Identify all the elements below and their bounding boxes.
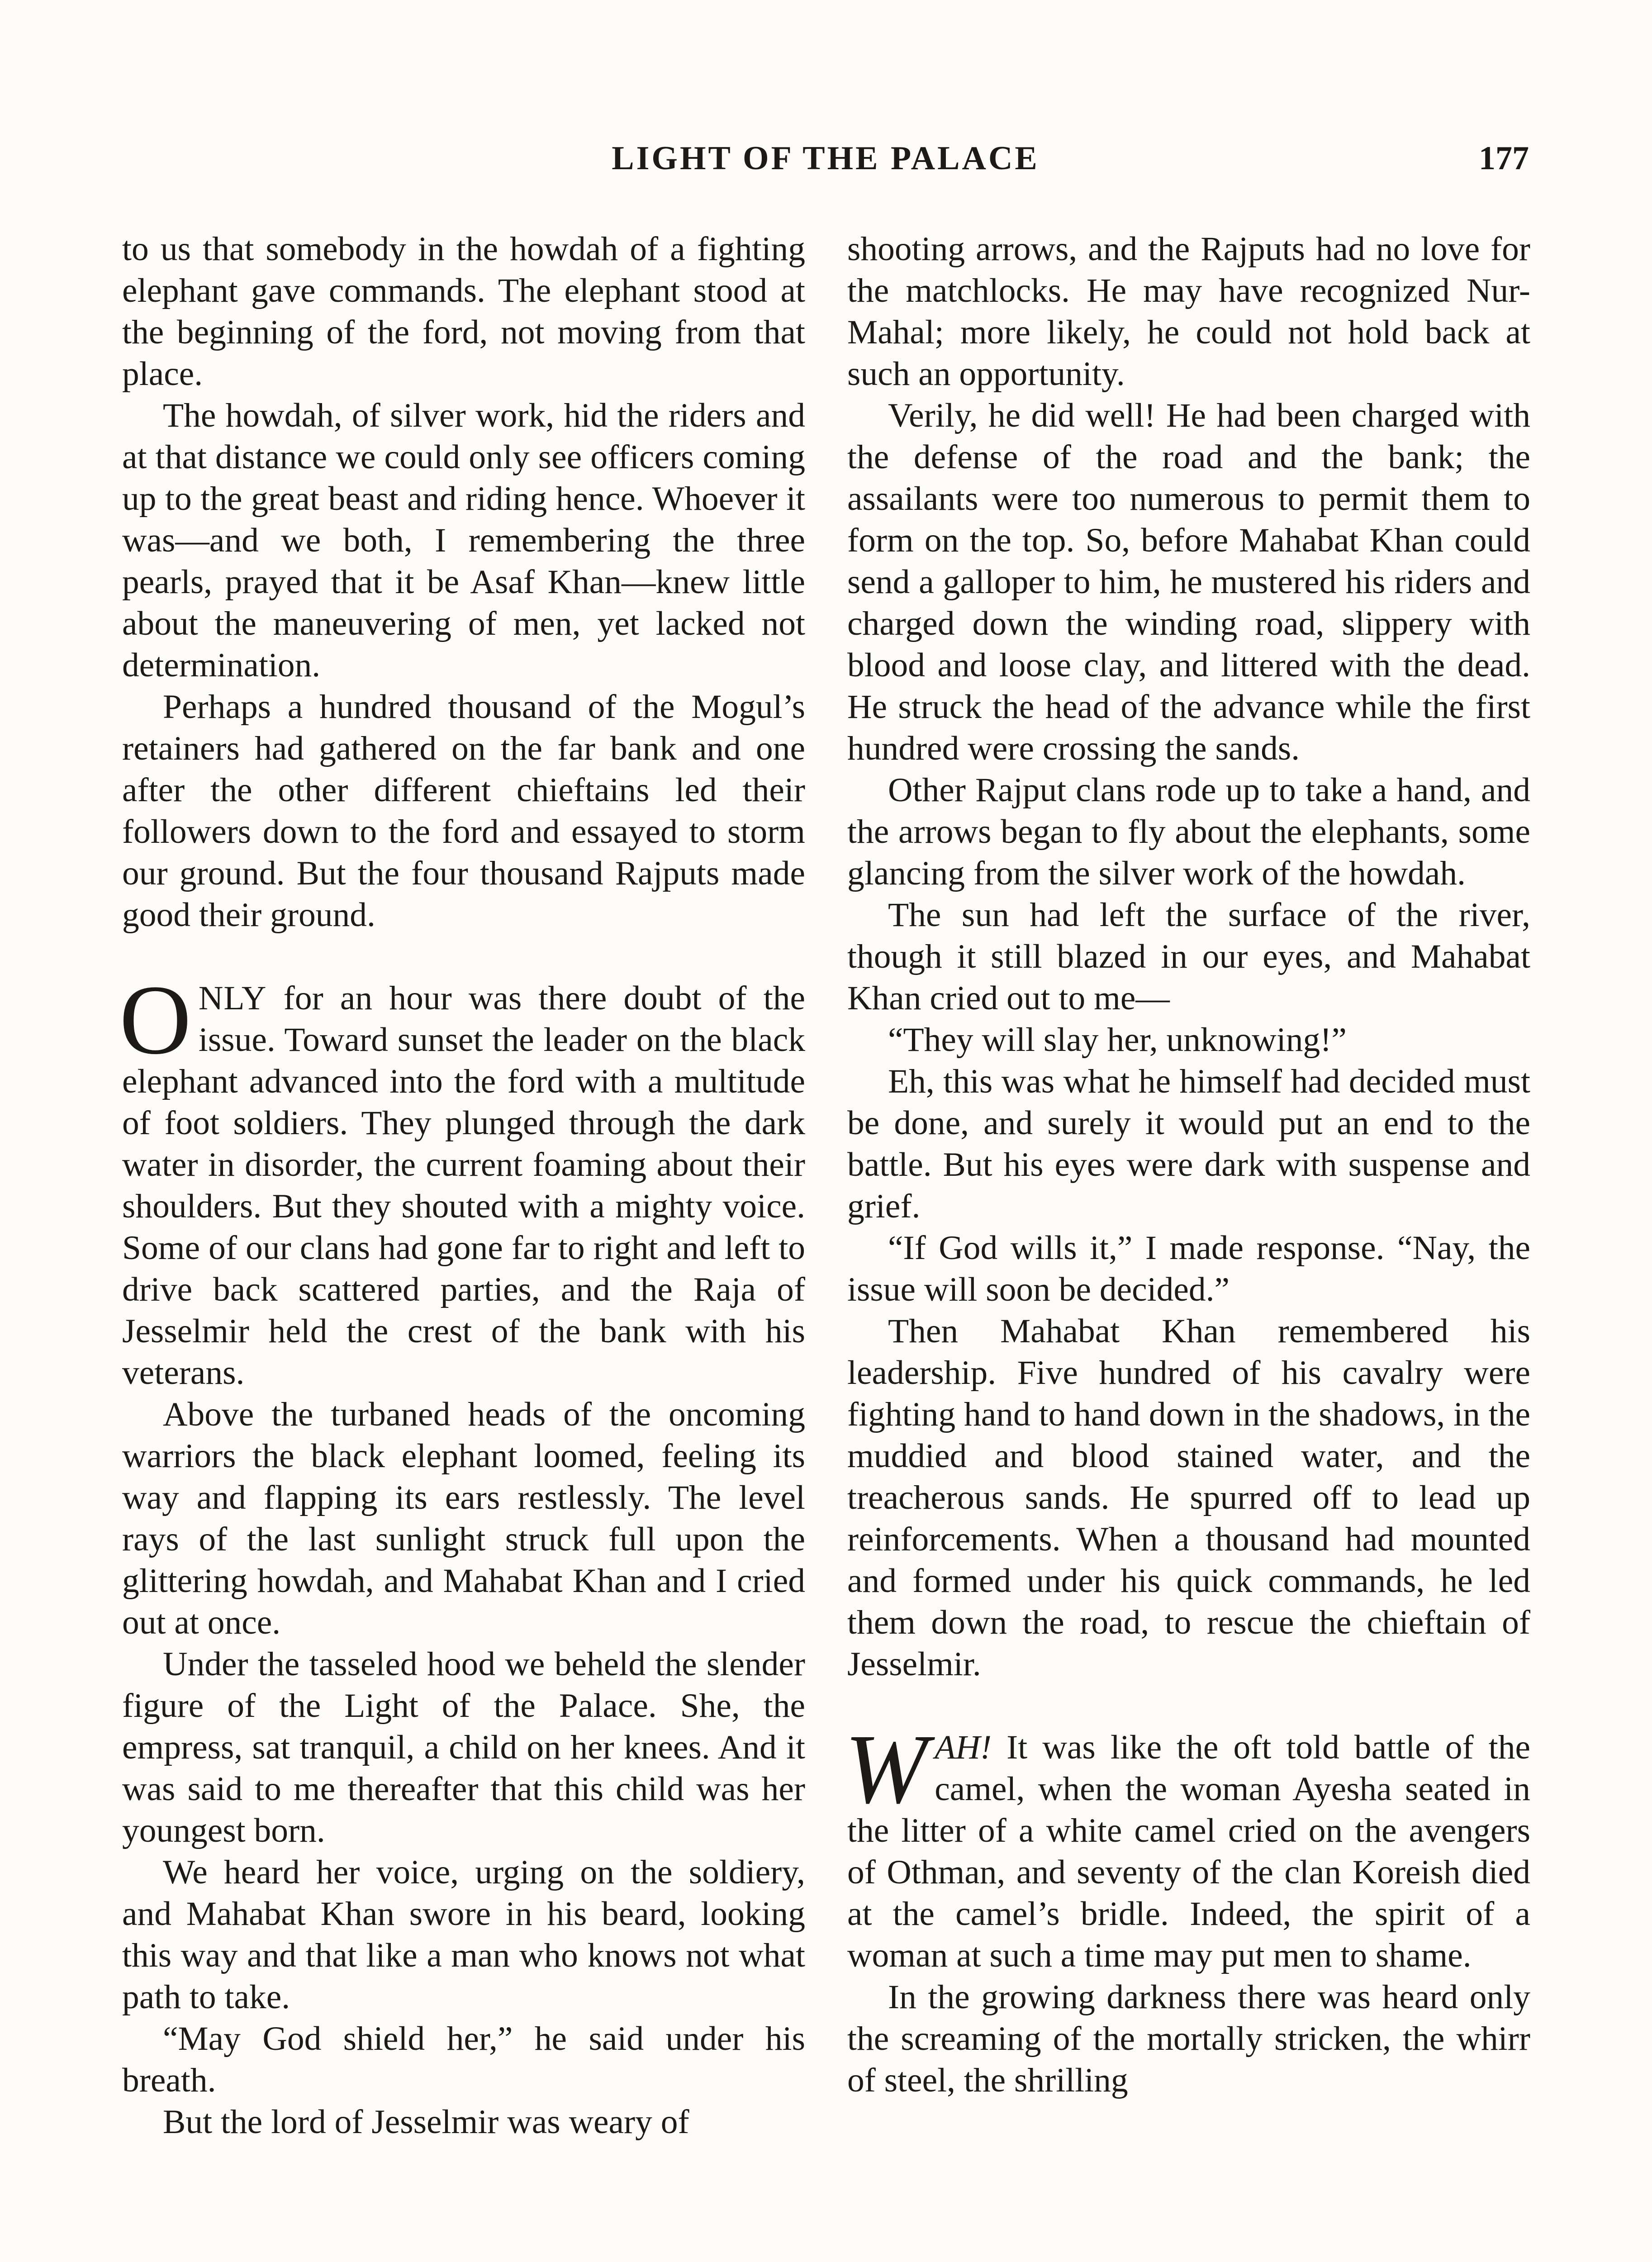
lead-in-word: NLY [198, 979, 267, 1017]
paragraph: shooting arrows, and the Rajputs had no love for the matchlocks. He may have recognized Nur-Mahal; more likely, he could not hold back at such an opportunity. [847, 230, 1530, 393]
paragraph: Verily, he did well! He had been charged with the defense of the road and the bank; the assailants were too numerous to permit them to form on the top. So, before Mahabat Khan could send a galloper to him, he mustered his riders and charged down the winding road, slippery with blood and loose clay, and littered with the dead. He struck the head of the advance while the first hundred were crossing the sands. [847, 397, 1530, 767]
page-header [122, 136, 1529, 185]
paragraph: In the growing darkness there was heard only the screaming of the mortally stricken, the whirr of steel, the shrilling [847, 1978, 1530, 2099]
paragraph: Above the turbaned heads of the oncoming warriors the black elephant loomed, feeling its way and flapping its ears restlessly. The level rays of the last sunlight struck full upon the glittering howdah, and Mahabat Khan and I cried out at once. [122, 1396, 805, 1641]
drop-cap: O [119, 965, 191, 1075]
section-opening-paragraph [845, 1714, 1530, 1977]
paragraph: The sun had left the surface of the river, though it still blazed in our eyes, and Mahabat Khan cried out to me— [847, 896, 1530, 1017]
paragraph: Other Rajput clans rode up to take a hand, and the arrows began to fly about the elephants, some glancing from the silver work of the howdah. [847, 771, 1530, 892]
section-opening-paragraph [119, 965, 805, 1394]
drop-cap: W [845, 1714, 928, 1824]
paragraph: But the lord of Jesselmir was weary of [163, 2103, 689, 2141]
paragraph: “If God wills it,” I made response. “Nay, the issue will soon be decided.” [847, 1229, 1530, 1308]
section-break [847, 1685, 1530, 1727]
paragraph: “May God shield her,” he said under his breath. [122, 2020, 805, 2099]
running-title: LIGHT OF THE PALACE [612, 140, 1040, 177]
paragraph: The howdah, of silver work, hid the riders and at that distance we could only see officers coming up to the great beast and riding hence. Whoever it was—and we both, I remembering the three pearls, prayed that it be Asaf Khan—knew little about the maneuvering of men, yet lacked not determination. [122, 397, 805, 684]
paragraph-text: It was like the oft told battle of the camel, when the woman Ayesha seated in the litter of a white camel cried on the avengers of Othman, and seventy of the clan Koreish died at the camel’s bridle. Indeed, the spirit of a woman at such a time may put men to shame. [847, 1729, 1530, 1974]
paragraph: Under the tasseled hood we beheld the slender figure of the Light of the Palace. She, the empress, sat tranquil, a child on her knees. And it was said to me thereafter that this child was her youngest born. [122, 1645, 805, 1849]
paragraph: “They will slay her, unknowing!” [888, 1021, 1347, 1059]
paragraph: Eh, this was what he himself had decided must be done, and surely it would put an end to the battle. But his eyes were dark with suspense and grief. [847, 1063, 1530, 1225]
lead-in-word: AH! [935, 1729, 992, 1766]
paragraph: to us that somebody in the howdah of a fighting elephant gave commands. The elephant stood at the beginning of the ford, not moving from that place. [122, 230, 805, 393]
paragraph: Perhaps a hundred thousand of the Mogul’s retainers had gathered on the far bank and one after the other different chieftains led their followers down to the ford and essayed to storm our ground. But the four thousand Rajputs made good their ground. [122, 688, 805, 934]
section-break [122, 936, 805, 978]
left-column [119, 228, 805, 2143]
page-number: 177 [1479, 140, 1529, 177]
paragraph-text: for an hour was there doubt of the issue. Toward sunset the leader on the black elephant advanced into the ford with a multitude of foot soldiers. They plunged through the dark water in disorder, the current foaming about their shoulders. But they shouted with a mighty voice. Some of our clans had gone far to right and left to drive back scattered parties, and the Raja of Jesselmir held the crest of the bank with his veterans. [122, 979, 805, 1392]
paragraph: We heard her voice, urging on the soldiery, and Mahabat Khan swore in his beard, looking this way and that like a man who knows not what path to take. [122, 1853, 805, 2016]
right-column [847, 228, 1530, 2101]
paragraph: Then Mahabat Khan remembered his leadership. Five hundred of his cavalry were fighting hand to hand down in the shadows, in the muddied and blood stained water, and the treacherous sands. He spurred off to lead up reinforcements. When a thousand had mounted and formed under his quick commands, he led them down the road, to rescue the chieftain of Jesselmir. [847, 1312, 1530, 1683]
